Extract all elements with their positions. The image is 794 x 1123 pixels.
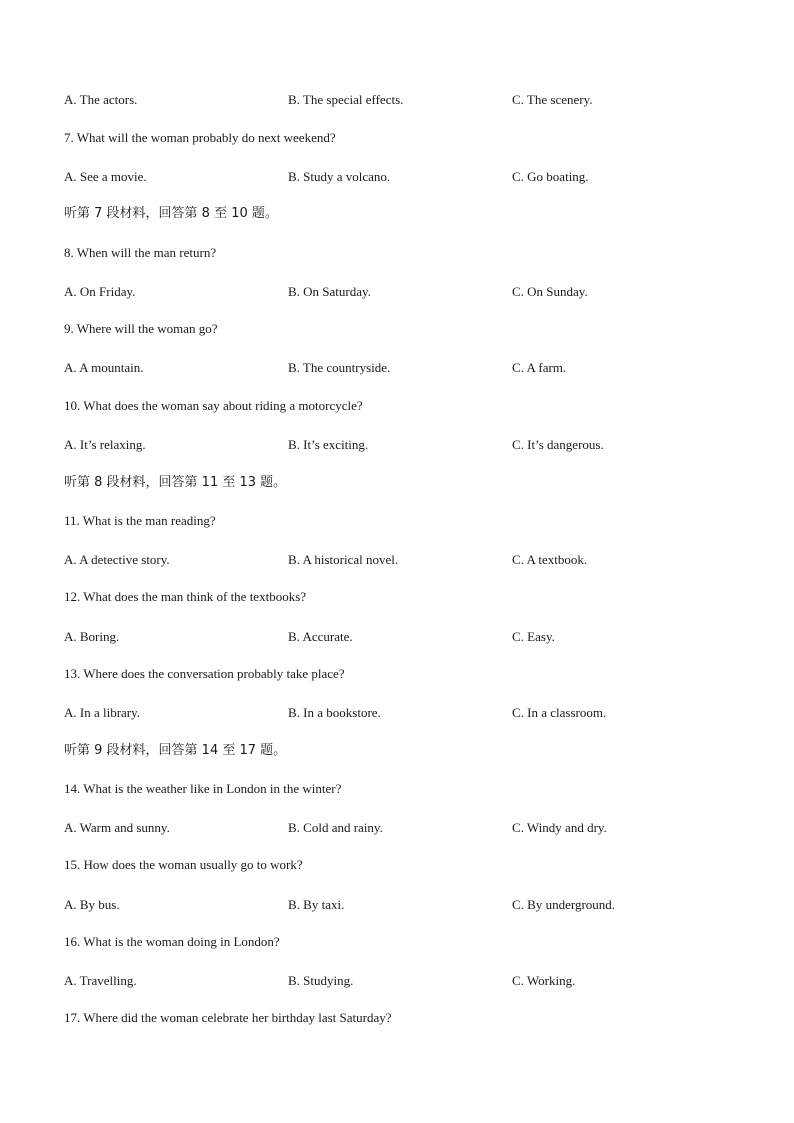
q9-option-a: A. A mountain. xyxy=(64,360,144,375)
question-9: 9. Where will the woman go? xyxy=(64,321,218,336)
q12-option-b: B. Accurate. xyxy=(288,629,353,644)
q15-option-a: A. By bus. xyxy=(64,897,120,912)
section-8-instruction: 听第 8 段材料，回答第 11 至 13 题。 xyxy=(64,475,287,490)
q7-option-b: B. Study a volcano. xyxy=(288,169,391,184)
q11-option-b: B. A historical novel. xyxy=(288,552,399,567)
section-9-instruction: 听第 9 段材料，回答第 14 至 17 题。 xyxy=(64,743,287,758)
q16-option-a: A. Travelling. xyxy=(64,973,137,988)
q8-option-c: C. On Sunday. xyxy=(512,284,588,299)
q16-option-b: B. Studying. xyxy=(288,973,354,988)
question-14: 14. What is the weather like in London in the winter? xyxy=(64,781,342,796)
q15-option-b: B. By taxi. xyxy=(288,897,345,912)
q10-option-c: C. It’s dangerous. xyxy=(512,437,604,452)
q12-option-c: C. Easy. xyxy=(512,629,555,644)
q6-option-b: B. The special effects. xyxy=(288,92,404,107)
question-8: 8. When will the man return? xyxy=(64,245,217,260)
q14-option-a: A. Warm and sunny. xyxy=(64,820,170,835)
question-16: 16. What is the woman doing in London? xyxy=(64,934,280,949)
q10-option-b: B. It’s exciting. xyxy=(288,437,369,452)
q15-option-c: C. By underground. xyxy=(512,897,616,912)
q13-option-c: C. In a classroom. xyxy=(512,705,607,720)
q11-option-a: A. A detective story. xyxy=(64,552,170,567)
question-17: 17. Where did the woman celebrate her birthday last Saturday? xyxy=(64,1010,392,1025)
q14-option-b: B. Cold and rainy. xyxy=(288,820,383,835)
section-7-instruction: 听第 7 段材料，回答第 8 至 10 题。 xyxy=(64,206,278,221)
question-7: 7. What will the woman probably do next weekend? xyxy=(64,130,336,145)
q7-option-a: A. See a movie. xyxy=(64,169,147,184)
q8-option-b: B. On Saturday. xyxy=(288,284,371,299)
q8-option-a: A. On Friday. xyxy=(64,284,136,299)
q10-option-a: A. It’s relaxing. xyxy=(64,437,146,452)
question-15: 15. How does the woman usually go to work? xyxy=(64,857,303,872)
q7-option-c: C. Go boating. xyxy=(512,169,589,184)
q13-option-b: B. In a bookstore. xyxy=(288,705,381,720)
question-12: 12. What does the man think of the textbooks? xyxy=(64,589,307,604)
q13-option-a: A. In a library. xyxy=(64,705,141,720)
q9-option-b: B. The countryside. xyxy=(288,360,391,375)
q11-option-c: C. A textbook. xyxy=(512,552,588,567)
q9-option-c: C. A farm. xyxy=(512,360,567,375)
q16-option-c: C. Working. xyxy=(512,973,576,988)
q12-option-a: A. Boring. xyxy=(64,629,120,644)
question-10: 10. What does the woman say about riding a motorcycle? xyxy=(64,398,363,413)
q14-option-c: C. Windy and dry. xyxy=(512,820,607,835)
question-13: 13. Where does the conversation probably take place? xyxy=(64,666,345,681)
question-11: 11. What is the man reading? xyxy=(64,513,216,528)
q6-option-c: C. The scenery. xyxy=(512,92,593,107)
q6-option-a: A. The actors. xyxy=(64,92,138,107)
